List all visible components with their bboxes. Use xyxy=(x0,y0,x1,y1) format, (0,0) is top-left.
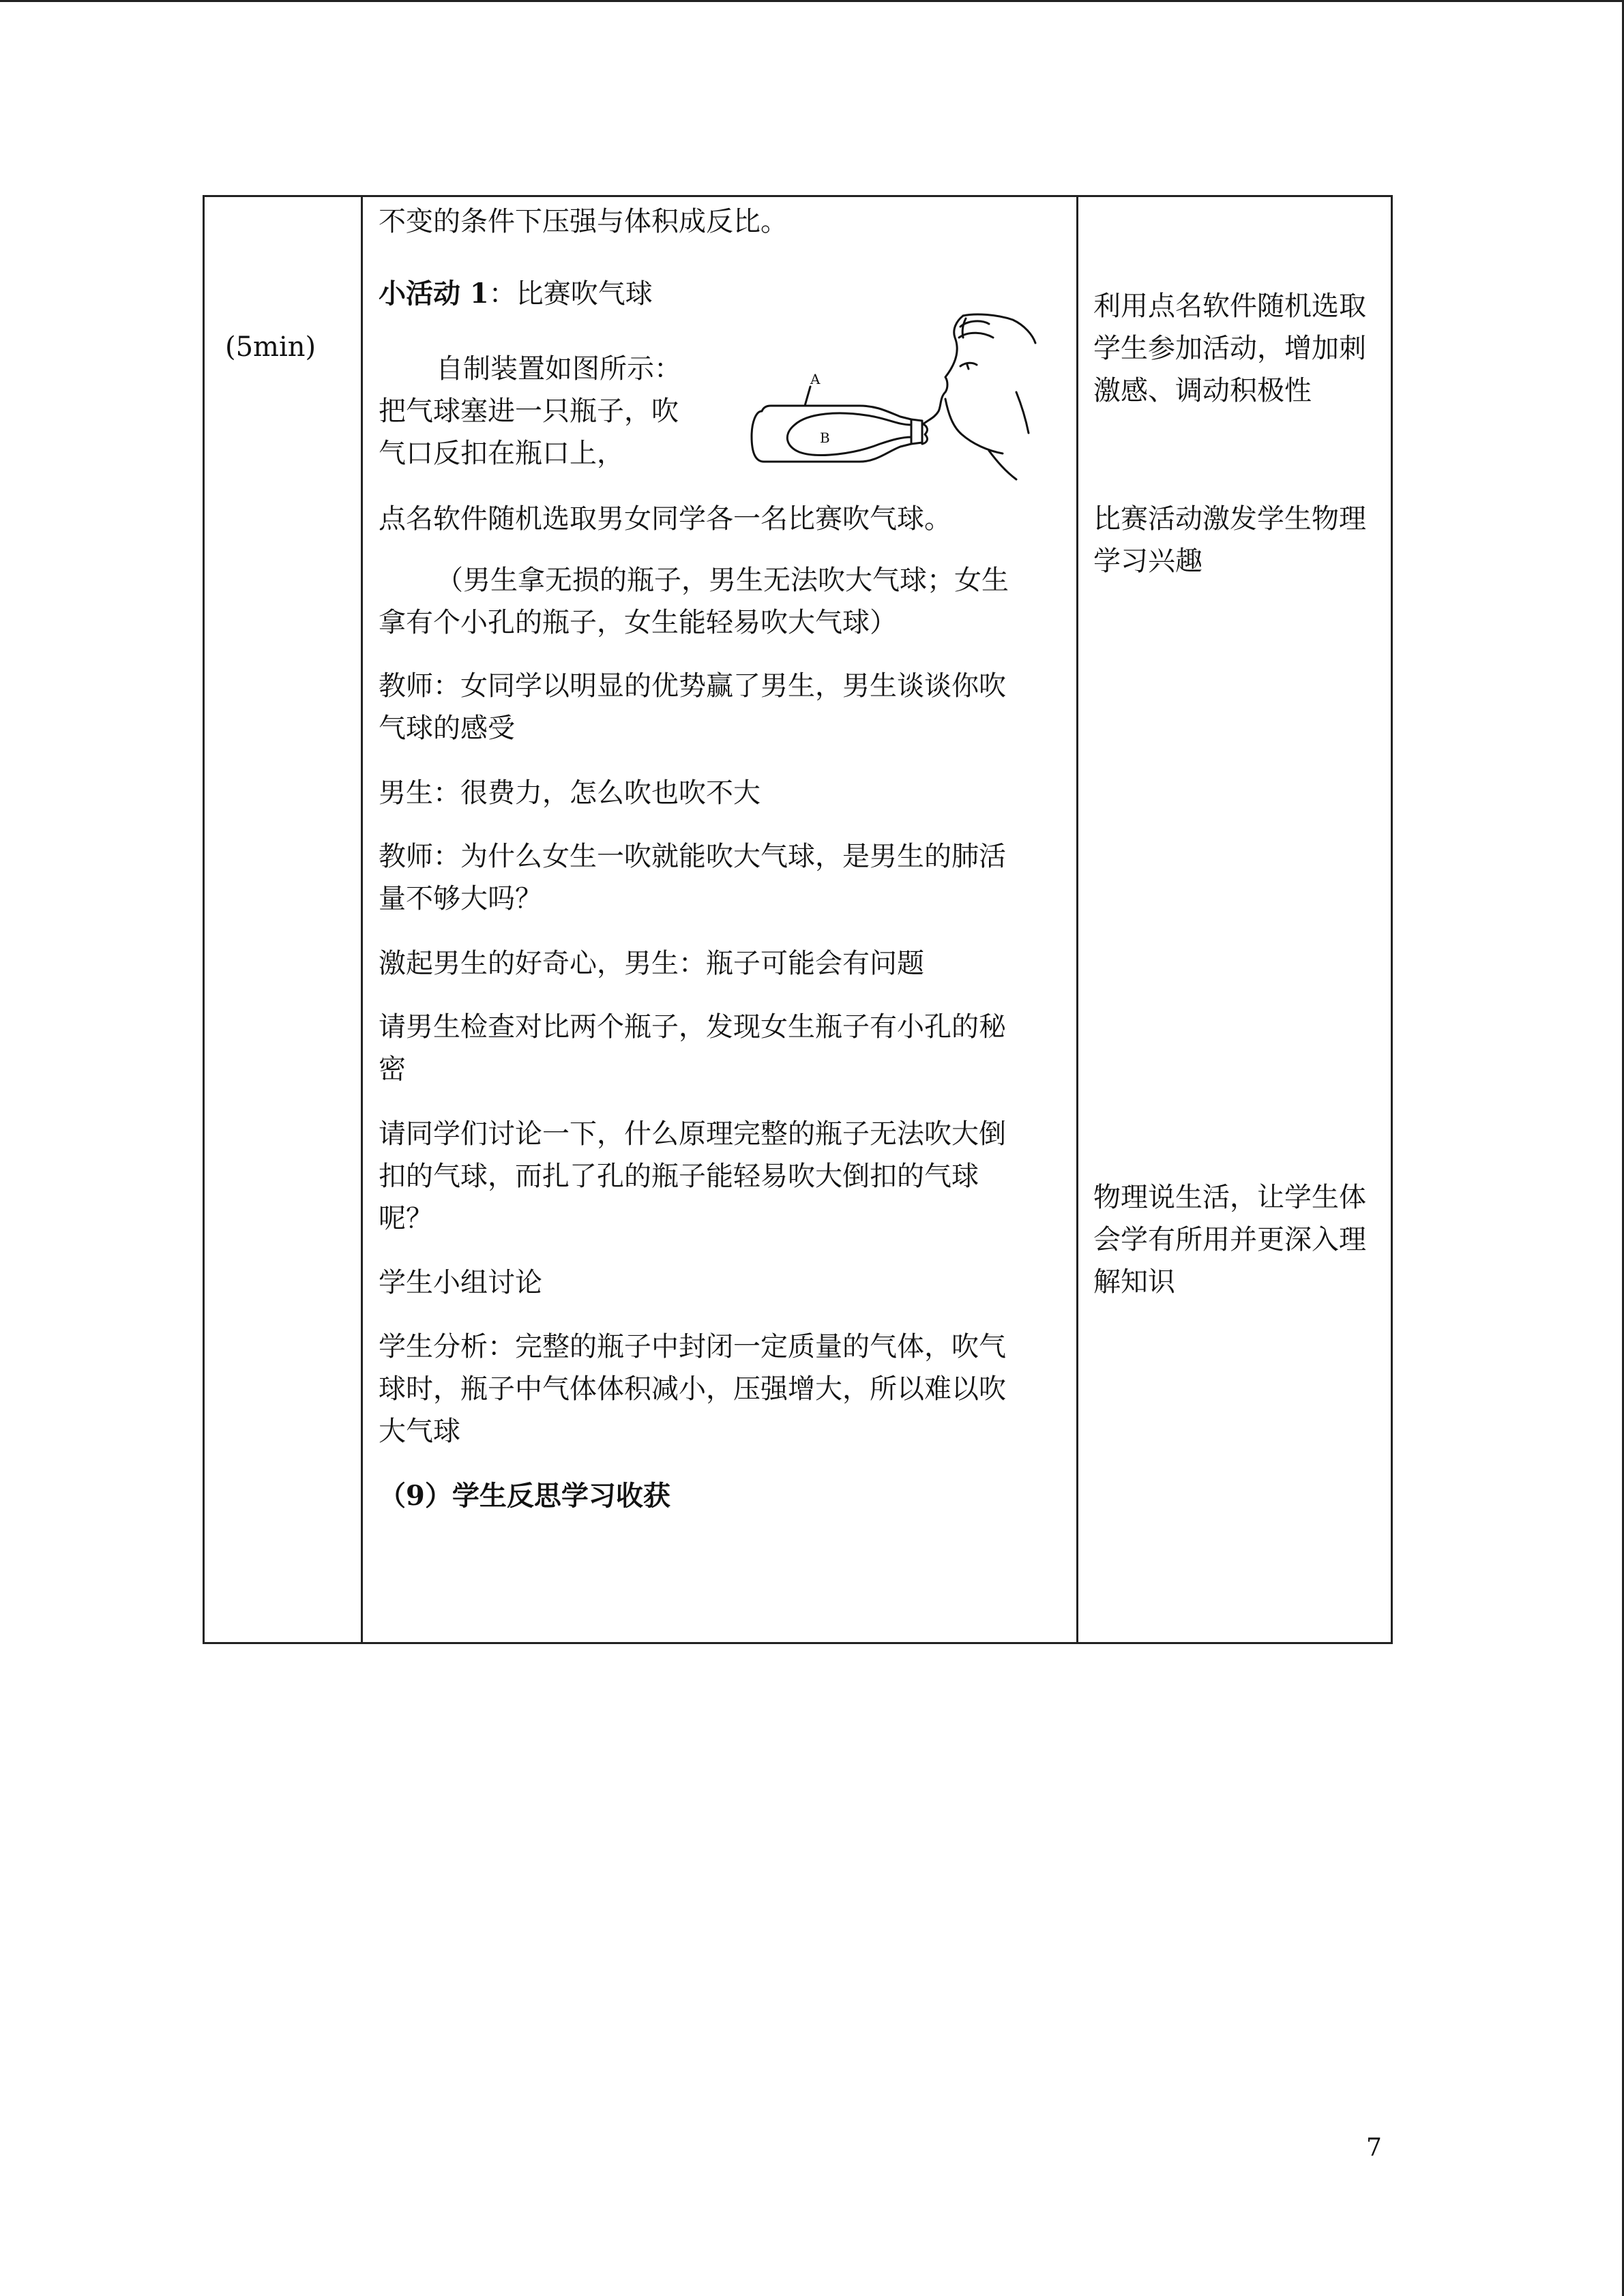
figure-label-b: B xyxy=(820,430,830,446)
content-line: 气球的感受 xyxy=(379,713,515,744)
device-line: 把气球塞进一只瓶子，吹 xyxy=(379,396,679,427)
bottle-neck xyxy=(911,419,922,444)
table-column-divider-1 xyxy=(361,195,363,1644)
content-line: 球时，瓶子中气体体积减小，压强增大，所以难以吹 xyxy=(379,1373,1006,1405)
jaw xyxy=(945,399,1003,453)
balloon-outline xyxy=(787,413,911,456)
neck xyxy=(989,451,1016,479)
content-line: 量不够大吗？ xyxy=(379,883,542,914)
content-line: 呢？ xyxy=(379,1203,433,1234)
note-line: 激感、调动积极性 xyxy=(1093,375,1312,406)
content-line: 密 xyxy=(379,1054,406,1085)
content-line: 教师：为什么女生一吹就能吹大气球，是男生的肺活 xyxy=(379,841,1006,872)
content-line: 男生：很费力，怎么吹也吹不大 xyxy=(379,777,761,809)
page-number: 7 xyxy=(1366,2134,1382,2162)
content-line: 点名软件随机选取男女同学各一名比赛吹气球。 xyxy=(379,503,951,535)
note-line: 比赛活动激发学生物理 xyxy=(1093,503,1366,535)
content-line: 请男生检查对比两个瓶子，发现女生瓶子有小孔的秘 xyxy=(379,1011,1006,1043)
content-line: 不变的条件下压强与体积成反比。 xyxy=(379,206,788,237)
activity-heading xyxy=(379,273,653,315)
hair xyxy=(963,314,1035,343)
content-line: 教师：女同学以明显的优势赢了男生，男生谈谈你吹 xyxy=(379,670,1006,702)
note-line: 学生参加活动，增加刺 xyxy=(1093,333,1366,364)
note-line: 学习兴趣 xyxy=(1093,546,1202,577)
content-line: 大气球 xyxy=(379,1416,460,1447)
content-line: 学生小组讨论 xyxy=(379,1267,542,1298)
table-column-divider-2 xyxy=(1076,195,1078,1644)
content-line: 扣的气球，而扎了孔的瓶子能轻易吹大倒扣的气球 xyxy=(379,1161,979,1192)
page-top-border xyxy=(0,0,1624,2)
face-profile xyxy=(922,316,963,425)
note-line: 物理说生活，让学生体 xyxy=(1093,1182,1366,1213)
time-cell: (5min) xyxy=(225,331,316,363)
content-line: 请同学们讨论一下，什么原理完整的瓶子无法吹大倒 xyxy=(379,1118,1006,1150)
content-line: 拿有个小孔的瓶子，女生能轻易吹大气球） xyxy=(379,607,897,638)
content-line: 激起男生的好奇心，男生：瓶子可能会有问题 xyxy=(379,948,924,979)
content-line: 学生分析：完整的瓶子中封闭一定质量的气体，吹气 xyxy=(379,1331,1006,1362)
balloon-bottle-figure xyxy=(743,310,1037,481)
note-line: 会学有所用并更深入理 xyxy=(1093,1224,1366,1255)
section-heading: （9）学生反思学习收获 xyxy=(379,1480,670,1512)
content-line: （男生拿无损的瓶子，男生无法吹大气球；女生 xyxy=(436,565,1009,596)
activity-title: ：比赛吹气球 xyxy=(488,278,653,310)
label-a-leader xyxy=(805,387,810,406)
note-line: 利用点名软件随机选取 xyxy=(1093,290,1366,322)
device-line: 气口反扣在瓶口上， xyxy=(379,438,624,469)
note-line: 解知识 xyxy=(1093,1266,1175,1298)
figure-label-a: A xyxy=(810,371,821,387)
device-line: 自制装置如图所示： xyxy=(436,353,681,385)
activity-label: 小活动 1 xyxy=(379,278,489,310)
